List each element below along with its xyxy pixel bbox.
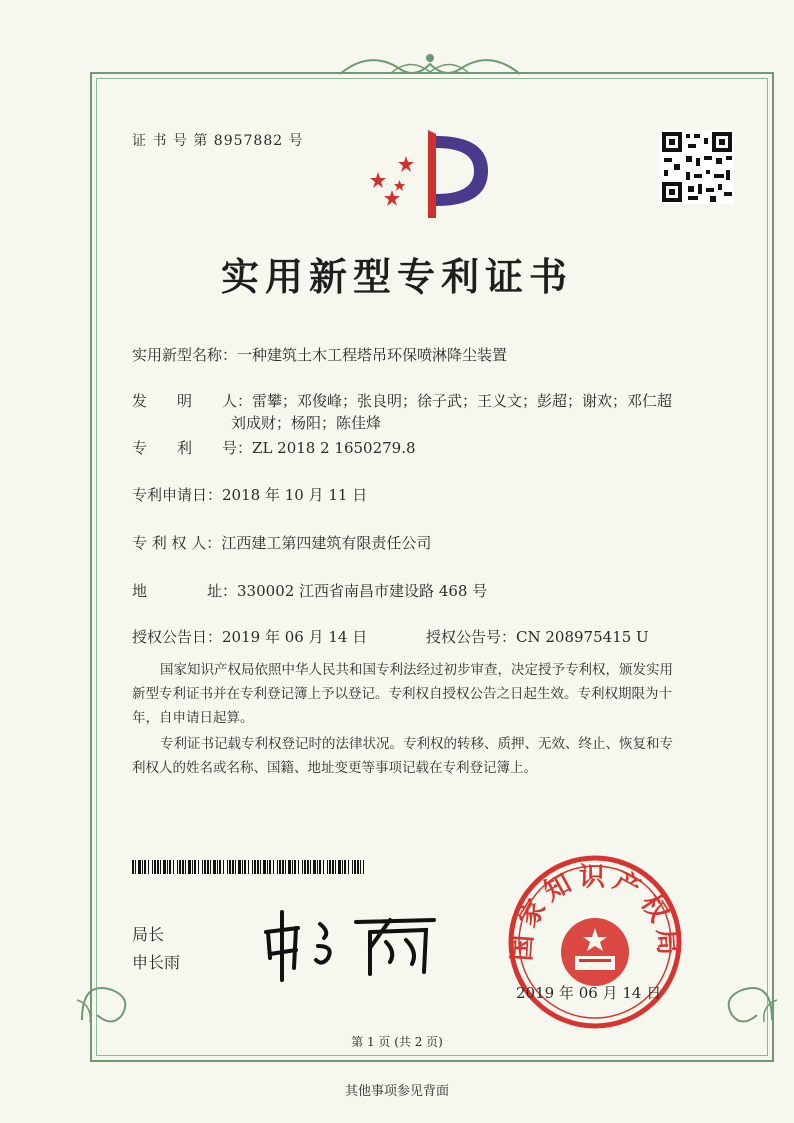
grant-statement-paragraph [132,658,732,730]
cnipa-logo-icon [370,126,495,221]
top-ornament-icon [330,44,530,84]
paragraph-line: 年，自申请日起算。 [132,710,254,726]
field-label: 专 利 号： [132,439,253,457]
signatory-title: 局长 [132,925,165,944]
barcode-icon [132,860,364,874]
patent-number-row [132,437,416,459]
svg-text:国家知识产权局: 国家知识产权局 [507,862,683,962]
paragraph-line: 专利证书记载专利权登记时的法律状况。专利权的转移、质押、无效、终止、恢复和专 [160,736,673,752]
signatory-name: 申长雨 [132,953,181,972]
field-value: 一种建筑土木工程塔吊环保喷淋降尘装置 [237,346,508,364]
field-value: 330002 江西省南昌市建设路 468 号 [237,582,488,600]
corner-ornament-icon [712,960,782,1030]
field-label: 专利申请日： [132,486,223,504]
field-label: 授权公告日： [132,628,223,646]
field-value: 2019 年 06 月 14 日 [222,628,368,646]
certificate-title: 实用新型专利证书 [220,254,573,299]
field-label: 发 明 人： [132,392,253,410]
field-label: 专 利 权 人： [132,534,222,552]
paragraph-line: 国家知识产权局依照中华人民共和国专利法经过初步审查，决定授予专利权，颁发实用 [160,662,673,678]
paragraph-line: 利权人的姓名或名称、国籍、地址变更等事项记载在专利登记簿上。 [132,760,537,776]
grant-number-row [426,626,649,648]
field-value: 雷攀；邓俊峰；张良明；徐子武；王义文；彭超；谢欢；邓仁超 [252,392,673,410]
seal-date: 2019 年 06 月 14 日 [516,984,662,1002]
legal-status-paragraph [132,732,732,780]
field-value: 江西建工第四建筑有限责任公司 [221,534,432,552]
grant-date-row [132,626,367,648]
filing-date-row [132,484,367,506]
page-number: 第 1 页 (共 2 页) [351,1035,443,1049]
inventors-row-continued [231,412,381,434]
handwritten-signature-icon [258,902,448,982]
field-value: 2018 年 10 月 11 日 [222,486,368,504]
certificate-number: 证 书 号 第 8957882 号 [132,133,304,149]
field-value: ZL 2018 2 1650279.8 [252,439,416,457]
official-seal-icon [505,852,685,1032]
field-label: 授权公告号： [426,628,517,646]
qr-code-icon [660,130,734,204]
field-label: 实用新型名称： [132,346,238,364]
address-row [132,580,487,602]
field-value: 刘成财；杨阳；陈佳烽 [231,414,382,432]
inventors-row [132,390,672,412]
patentee-row [132,532,431,554]
field-value: CN 208975415 U [516,628,649,646]
utility-model-name-row [132,344,507,366]
paragraph-line: 新型专利证书并在专利登记簿上予以登记。专利权自授权公告之日起生效。专利权期限为十 [132,686,672,702]
field-label: 地 址： [132,582,238,600]
footer-note: 其他事项参见背面 [344,1084,449,1099]
